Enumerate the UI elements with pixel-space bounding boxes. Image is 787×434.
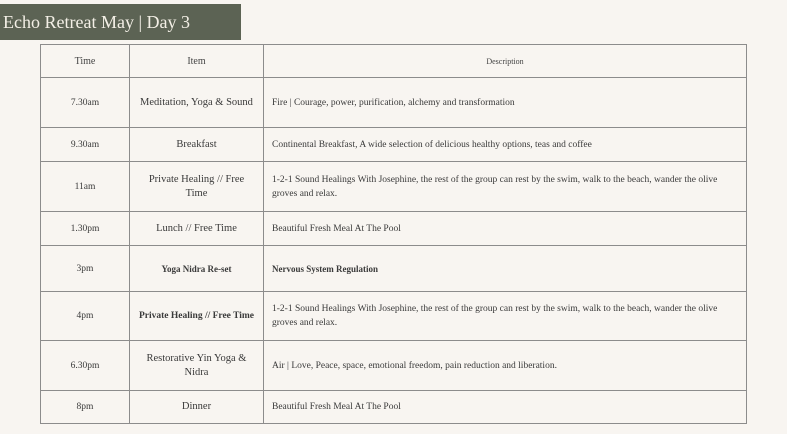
table-row: [41, 341, 747, 391]
row-description: Beautiful Fresh Meal At The Pool: [264, 212, 747, 246]
row-description: 1-2-1 Sound Healings With Josephine, the rest of the group can rest by the swim, walk to the beach, wander the olive groves and relax.: [264, 292, 747, 341]
row-time: 7.30am: [41, 78, 130, 128]
table-row: [41, 78, 747, 128]
page-title: Echo Retreat May | Day 3: [0, 4, 241, 40]
row-item: Private Healing // Free Time: [130, 292, 264, 341]
row-description: 1-2-1 Sound Healings With Josephine, the rest of the group can rest by the swim, walk to the beach, wander the olive groves and relax.: [264, 162, 747, 212]
row-time: 11am: [41, 162, 130, 212]
row-time: 4pm: [41, 292, 130, 341]
table-row: [41, 128, 747, 162]
row-time: 6.30pm: [41, 341, 130, 391]
row-time: 3pm: [41, 246, 130, 292]
row-time: 1.30pm: [41, 212, 130, 246]
row-time: 9.30am: [41, 128, 130, 162]
row-item: Meditation, Yoga & Sound: [130, 78, 264, 128]
table-row: [41, 212, 747, 246]
column-header-description: Description: [264, 45, 747, 78]
row-description: Air | Love, Peace, space, emotional freedom, pain reduction and liberation.: [264, 341, 747, 391]
table-row: [41, 391, 747, 424]
row-item: Dinner: [130, 391, 264, 424]
row-item: Breakfast: [130, 128, 264, 162]
row-item: Restorative Yin Yoga & Nidra: [130, 341, 264, 391]
column-header-item: Item: [130, 45, 264, 78]
row-item: Lunch // Free Time: [130, 212, 264, 246]
row-description: Continental Breakfast, A wide selection of delicious healthy options, teas and coffee: [264, 128, 747, 162]
row-description: Nervous System Regulation: [264, 246, 747, 292]
column-header-time: Time: [41, 45, 130, 78]
row-item: Yoga Nidra Re-set: [130, 246, 264, 292]
table-row: [41, 246, 747, 292]
row-time: 8pm: [41, 391, 130, 424]
table-row: [41, 292, 747, 341]
schedule-table: [40, 44, 747, 424]
table-row: [41, 162, 747, 212]
row-description: Fire | Courage, power, purification, alchemy and transformation: [264, 78, 747, 128]
row-description: Beautiful Fresh Meal At The Pool: [264, 391, 747, 424]
table-header-row: [41, 45, 747, 78]
row-item: Private Healing // Free Time: [130, 162, 264, 212]
